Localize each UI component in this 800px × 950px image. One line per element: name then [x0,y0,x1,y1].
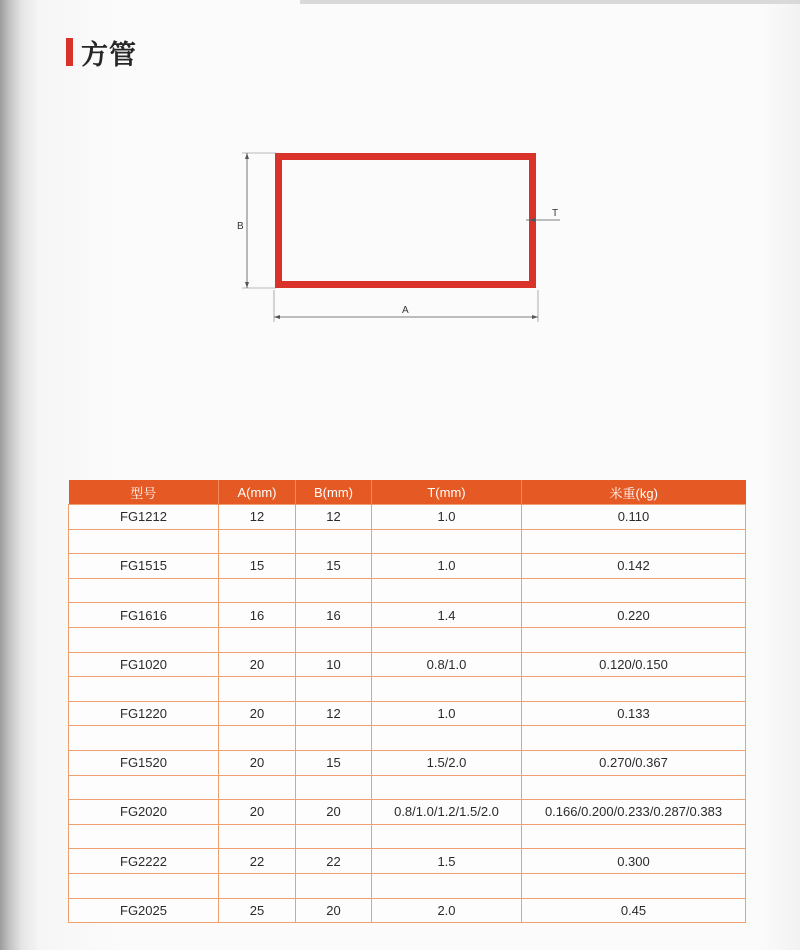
table-row [69,554,746,579]
cell-weight: 0.133 [522,701,746,726]
empty-cell [69,578,219,603]
table-spacer-row [69,824,746,849]
cell-a: 20 [219,652,296,677]
cell-model: FG1520 [69,750,219,775]
empty-cell [296,775,372,800]
cell-t: 1.0 [372,505,522,530]
cell-b: 22 [296,849,372,874]
page-title: 方管 [81,39,137,71]
table-row [69,849,746,874]
cell-weight: 0.270/0.367 [522,750,746,775]
cell-a: 25 [219,898,296,923]
empty-cell [372,824,522,849]
cell-a: 20 [219,800,296,825]
empty-cell [296,824,372,849]
arrow-a-right [532,315,538,319]
empty-cell [69,529,219,554]
empty-cell [69,726,219,751]
arrow-b-top [245,153,249,159]
empty-cell [219,677,296,702]
label-b: B [237,221,244,232]
table-row [69,800,746,825]
spec-table [68,480,746,923]
cell-a: 22 [219,849,296,874]
cell-a: 12 [219,505,296,530]
cell-b: 16 [296,603,372,628]
empty-cell [372,578,522,603]
cell-t: 0.8/1.0 [372,652,522,677]
table-spacer-row [69,578,746,603]
cell-model: FG1616 [69,603,219,628]
table-row [69,701,746,726]
table-spacer-row [69,726,746,751]
cell-weight: 0.300 [522,849,746,874]
cell-t: 1.4 [372,603,522,628]
arrow-b-bottom [245,282,249,288]
empty-cell [522,726,746,751]
cell-weight: 0.110 [522,505,746,530]
table-spacer-row [69,775,746,800]
empty-cell [69,627,219,652]
cell-t: 0.8/1.0/1.2/1.5/2.0 [372,800,522,825]
empty-cell [219,824,296,849]
cell-model: FG1515 [69,554,219,579]
cell-t: 1.5 [372,849,522,874]
empty-cell [219,775,296,800]
cell-model: FG2025 [69,898,219,923]
tube-cross-section [279,157,533,285]
arrow-a-left [274,315,280,319]
table-row [69,505,746,530]
header-t: T(mm) [372,480,522,505]
cell-model: FG2020 [69,800,219,825]
table-spacer-row [69,677,746,702]
empty-cell [296,627,372,652]
cell-model: FG1220 [69,701,219,726]
empty-cell [522,627,746,652]
cell-weight: 0.120/0.150 [522,652,746,677]
empty-cell [219,627,296,652]
empty-cell [372,775,522,800]
header-weight: 米重(kg) [522,480,746,505]
page-top-edge [300,0,800,4]
table-spacer-row [69,873,746,898]
cell-b: 15 [296,750,372,775]
header-a: A(mm) [219,480,296,505]
cell-a: 20 [219,701,296,726]
cell-b: 12 [296,505,372,530]
empty-cell [69,824,219,849]
empty-cell [69,873,219,898]
cell-weight: 0.142 [522,554,746,579]
table-spacer-row [69,627,746,652]
header-model: 型号 [69,480,219,505]
cell-b: 10 [296,652,372,677]
empty-cell [372,529,522,554]
empty-cell [522,677,746,702]
empty-cell [219,873,296,898]
empty-cell [372,873,522,898]
empty-cell [296,873,372,898]
cell-t: 1.5/2.0 [372,750,522,775]
table-row [69,652,746,677]
cell-b: 15 [296,554,372,579]
cell-t: 2.0 [372,898,522,923]
empty-cell [296,529,372,554]
cell-model: FG2222 [69,849,219,874]
cell-a: 16 [219,603,296,628]
table-header-row [69,480,746,505]
empty-cell [219,529,296,554]
empty-cell [219,726,296,751]
table-row [69,750,746,775]
table-spacer-row [69,529,746,554]
empty-cell [372,726,522,751]
empty-cell [296,677,372,702]
cell-weight: 0.166/0.200/0.233/0.287/0.383 [522,800,746,825]
label-t: T [552,208,559,219]
empty-cell [296,726,372,751]
empty-cell [522,578,746,603]
empty-cell [219,578,296,603]
empty-cell [69,677,219,702]
cell-b: 20 [296,800,372,825]
cell-a: 20 [219,750,296,775]
title-accent-bar [66,38,73,66]
cell-t: 1.0 [372,554,522,579]
empty-cell [522,873,746,898]
label-a: A [402,305,409,316]
empty-cell [296,578,372,603]
empty-cell [522,775,746,800]
empty-cell [522,529,746,554]
table-row [69,603,746,628]
cell-model: FG1020 [69,652,219,677]
cell-a: 15 [219,554,296,579]
empty-cell [372,627,522,652]
cell-model: FG1212 [69,505,219,530]
cell-b: 12 [296,701,372,726]
section-header [66,34,137,70]
header-b: B(mm) [296,480,372,505]
empty-cell [69,775,219,800]
cell-weight: 0.220 [522,603,746,628]
cell-weight: 0.45 [522,898,746,923]
empty-cell [372,677,522,702]
table-row [69,898,746,923]
square-tube-diagram [230,140,570,330]
cell-b: 20 [296,898,372,923]
cell-t: 1.0 [372,701,522,726]
empty-cell [522,824,746,849]
